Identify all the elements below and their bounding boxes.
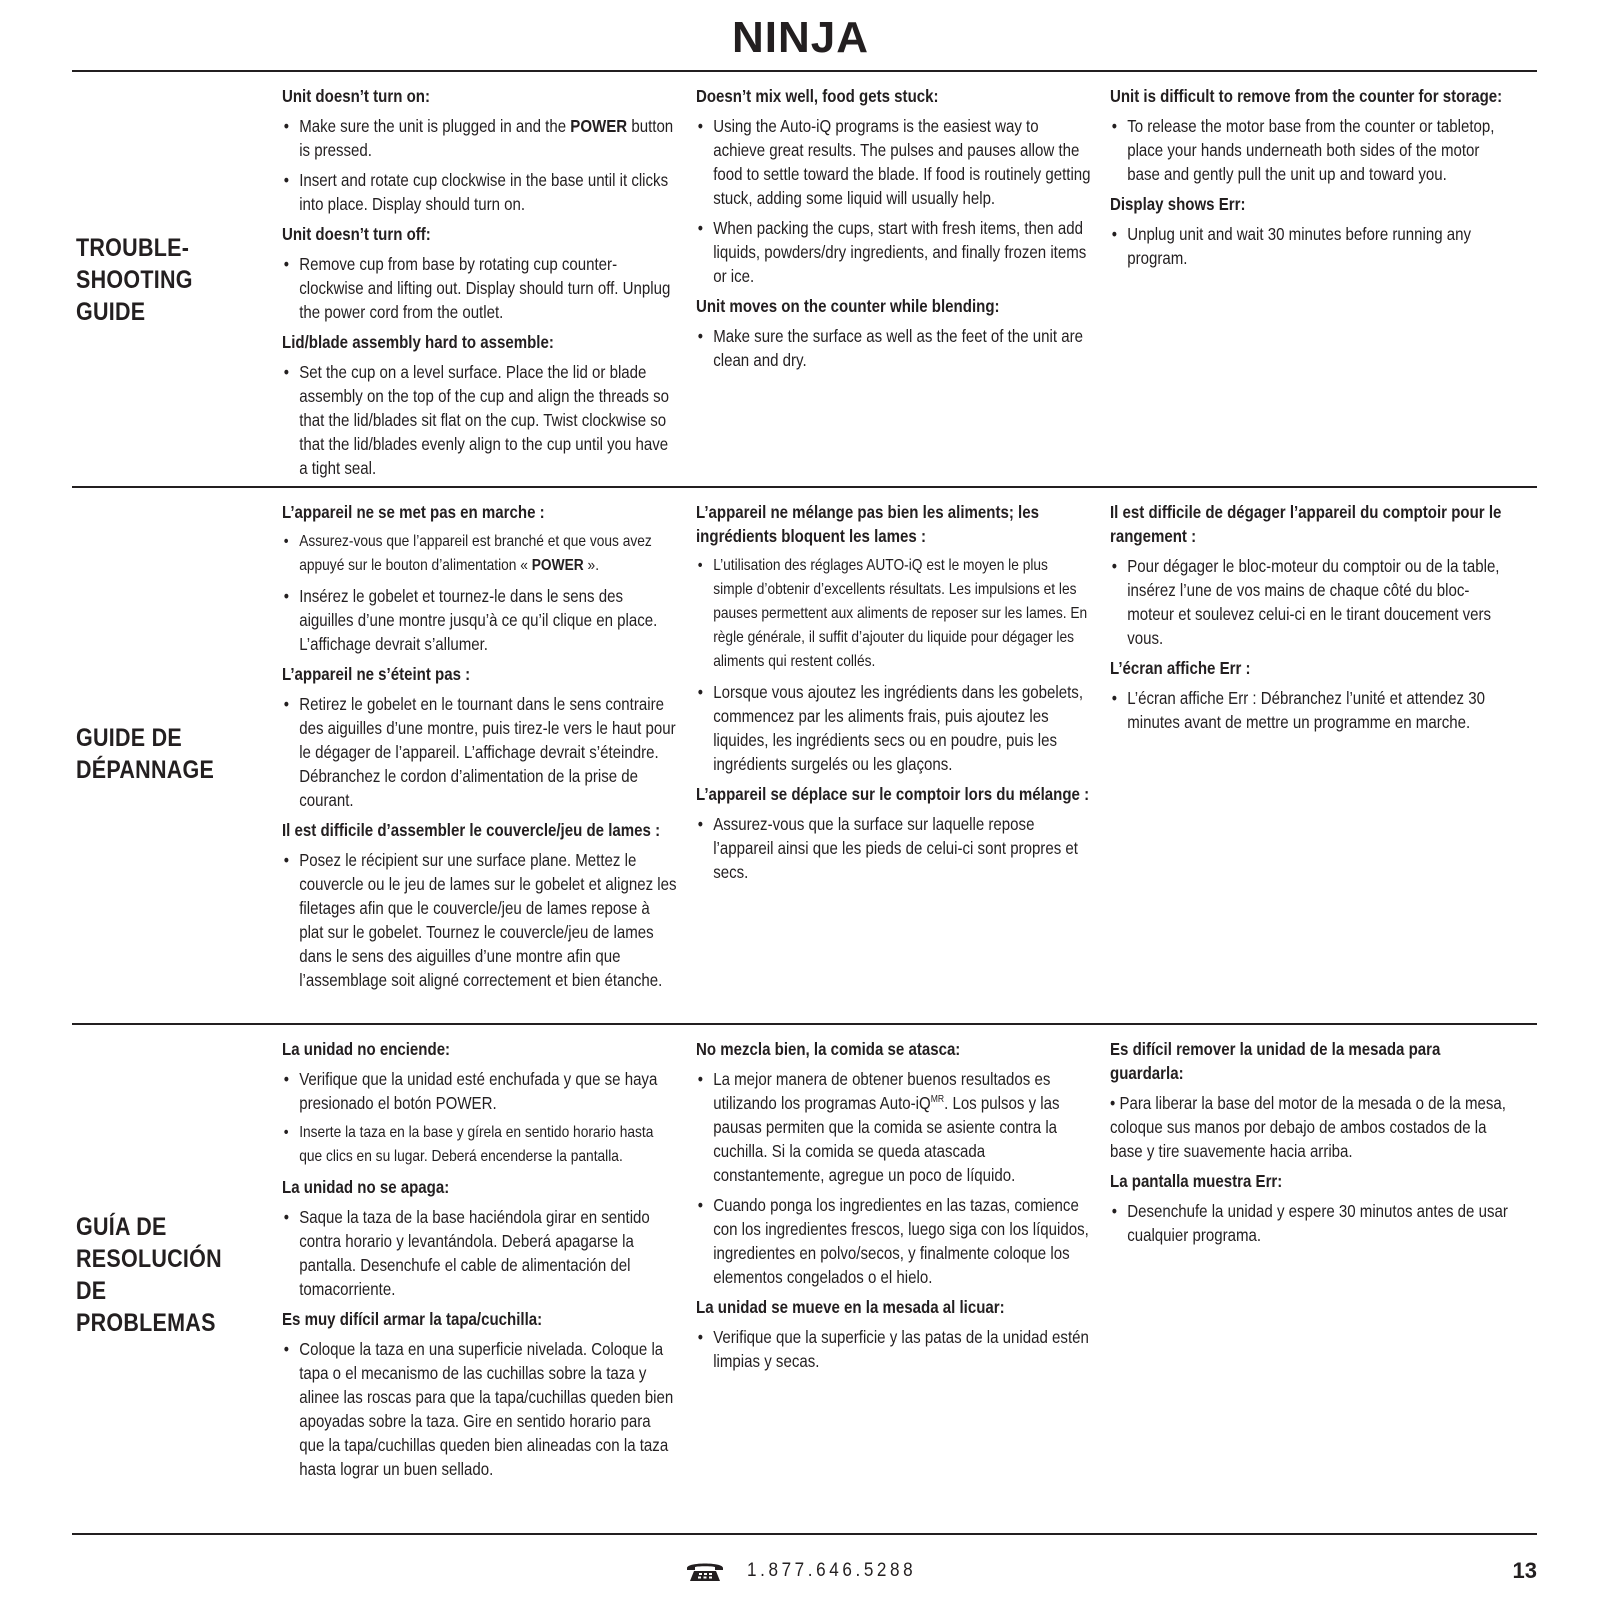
list-item: • When packing the cups, start with fresh items, then add liquids, powders/dry ingredients, and finally frozen items or ice. xyxy=(696,216,1091,288)
heading-ne-melange-pas-bien: L’appareil ne mélange pas bien les aliments; les ingrédients bloquent les lames : xyxy=(696,502,1039,546)
list-item: • Coloque la taza en una superficie nivelada. Coloque la tapa o el mecanismo de las cuchillas sobre la taza y alinee las roscas para que la tapa/cuchillas queden bien apoyadas sobre la taza. Gire en sentido horario para que la tapa/cuchillas queden bien alineadas con la taza hasta lograr un buen sellado. xyxy=(282,1337,677,1481)
heading-no-se-apaga: La unidad no se apaga: xyxy=(282,1177,450,1197)
list-item: • L’écran affiche Err : Débranchez l’unité et attendez 30 minutes avant de mettre un programme en marche. xyxy=(1110,686,1510,734)
column-3 xyxy=(1110,1037,1510,1253)
list-item: • Make sure the unit is plugged in and the POWER button is pressed. xyxy=(282,114,677,162)
list-item: • Set the cup on a level surface. Place the lid or blade assembly on the top of the cup and align the threads so that the lid/blades sit flat on the cup. Twist clockwise so that the lid/blades evenly align to the cup until you have a tight seal. xyxy=(282,360,677,480)
heading-no-mezcla-bien: No mezcla bien, la comida se atasca: xyxy=(696,1039,961,1059)
list-item: • Unplug unit and wait 30 minutes before running any program. xyxy=(1110,222,1510,270)
column-1 xyxy=(282,500,677,998)
list-item: • Using the Auto-iQ programs is the easiest way to achieve great results. The pulses and pauses allow the food to settle toward the blade. If food is routinely getting stuck, adding some liquid will usually help. xyxy=(696,114,1091,210)
list-item: • Verifique que la unidad esté enchufada y que se haya presionado el botón POWER. xyxy=(282,1067,677,1115)
phone-number: 1.877.646.5288 xyxy=(747,1560,917,1581)
heading-no-enciende: La unidad no enciende: xyxy=(282,1039,451,1059)
heading-se-deplace-sur-le-comptoir: L’appareil se déplace sur le comptoir lors du mélange : xyxy=(696,784,1090,804)
column-3 xyxy=(1110,500,1510,740)
heading-dificil-armar: Es muy difícil armar la tapa/cuchilla: xyxy=(282,1309,543,1329)
heading-ne-se-met-pas-en-marche: L’appareil ne se met pas en marche : xyxy=(282,502,545,522)
list-item: • Inserte la taza en la base y gírela en sentido horario hasta que clics en su lugar. Deberá encenderse la pantalla. xyxy=(282,1121,677,1169)
heading-display-shows-err: Display shows Err: xyxy=(1110,194,1246,214)
list-item: • Saque la taza de la base haciéndola girar en sentido contra horario y levantándola. Deberá apagarse la pantalla. Desenchufe el cable de alimentación del tomacorriente. xyxy=(282,1205,677,1301)
list-item: • Insert and rotate cup clockwise in the base until it clicks into place. Display should turn on. xyxy=(282,168,677,216)
heading-unit-doesnt-turn-on: Unit doesn’t turn on: xyxy=(282,86,430,106)
column-2 xyxy=(696,500,1091,890)
list-item: • Insérez le gobelet et tournez-le dans le sens des aiguilles d’une montre jusqu’à ce qu’il clique en place. L’affichage devrait s’allumer. xyxy=(282,584,677,656)
column-1 xyxy=(282,84,677,486)
heading-unit-moves: Unit moves on the counter while blending: xyxy=(696,296,1000,316)
heading-difficult-to-remove: Unit is difficult to remove from the counter for storage: xyxy=(1110,86,1503,106)
section-title: GUIDE DE DÉPANNAGE xyxy=(76,724,215,784)
troubleshooting-section-es xyxy=(72,1025,1537,1530)
list-item: • Posez le récipient sur une surface plane. Mettez le couvercle ou le jeu de lames sur le gobelet et alignez les filetages afin que le couvercle/jeu de lames repose à plat sur le gobelet. Tournez le couvercle/jeu de lames dans le sens des aiguilles d’une montre afin que l’assemblage soit aligné correctement et bien étanche. xyxy=(282,848,677,992)
list-item: • To release the motor base from the counter or tabletop, place your hands underneath both sides of the motor base and gently pull the unit up and toward you. xyxy=(1110,114,1510,186)
heading-ne-s-eteint-pas: L’appareil ne s’éteint pas : xyxy=(282,664,471,684)
column-1 xyxy=(282,1037,677,1487)
list-item: • Retirez le gobelet en le tournant dans le sens contraire des aiguilles d’une montre, puis tirez-le vers le haut pour le dégager de l’appareil. L’affichage devrait s’éteindre. Débranchez le cordon d’alimentation de la prise de courant. xyxy=(282,692,677,812)
heading-dificil-remover: Es difícil remover la unidad de la mesada para guardarla: xyxy=(1110,1039,1441,1083)
heading-unit-doesnt-turn-off: Unit doesn’t turn off: xyxy=(282,224,431,244)
heading-pantalla-muestra-err: La pantalla muestra Err: xyxy=(1110,1171,1283,1191)
list-item: • Remove cup from base by rotating cup counter-clockwise and lifting out. Display should turn off. Unplug the power cord from the outlet. xyxy=(282,252,677,324)
section-title: GUÍA DE RESOLUCIÓN DE PROBLEMAS xyxy=(76,1213,222,1337)
troubleshooting-section-fr xyxy=(72,488,1537,1023)
footer-divider xyxy=(72,1533,1537,1535)
heading-se-mueve-en-la-mesada: La unidad se mueve en la mesada al licuar: xyxy=(696,1297,1005,1317)
ninja-logo: NINJA xyxy=(731,13,870,62)
heading-doesnt-mix-well: Doesn’t mix well, food gets stuck: xyxy=(696,86,939,106)
list-item: • Cuando ponga los ingredientes en las tazas, comience con los ingredientes frescos, luego siga con los líquidos, ingredientes en polvo/secos, y finalmente coloque los elementos congelados o el hielo. xyxy=(696,1193,1091,1289)
list-item: • Pour dégager le bloc-moteur du comptoir ou de la table, insérez l’une de vos mains de chaque côté du bloc-moteur et soulevez celui-ci en le tirant doucement vers vous. xyxy=(1110,554,1510,650)
troubleshooting-section-en xyxy=(72,72,1537,487)
list-item: • Assurez-vous que l’appareil est branché et que vous avez appuyé sur le bouton d’alimentation « POWER ». xyxy=(282,530,677,578)
page-number: 13 xyxy=(1512,1558,1537,1583)
paragraph: • Para liberar la base del motor de la mesada o de la mesa, coloque sus manos por debajo de ambos costados de la base y tire suavemente hacia arriba. xyxy=(1110,1093,1506,1161)
column-2 xyxy=(696,1037,1091,1379)
heading-difficile-de-degager: Il est difficile de dégager l’appareil du comptoir pour le rangement : xyxy=(1110,502,1502,546)
heading-difficile-d-assembler: Il est difficile d’assembler le couvercle/jeu de lames : xyxy=(282,820,661,840)
list-item: • L’utilisation des réglages AUTO-iQ est le moyen le plus simple d’obtenir d’excellents résultats. Les impulsions et les pauses permettent aux aliments de reposer sur les lames. En règle générale, il suffit d’ajouter du liquide pour dégager les aliments qui restent collés. xyxy=(696,554,1091,674)
column-2 xyxy=(696,84,1091,378)
list-item: • Assurez-vous que la surface sur laquelle repose l’appareil ainsi que les pieds de celui-ci sont propres et secs. xyxy=(696,812,1091,884)
heading-lid-blade-assembly: Lid/blade assembly hard to assemble: xyxy=(282,332,554,352)
list-item: • Desenchufe la unidad y espere 30 minutos antes de usar cualquier programa. xyxy=(1110,1199,1510,1247)
heading-ecran-affiche-err: L’écran affiche Err : xyxy=(1110,658,1251,678)
list-item: • La mejor manera de obtener buenos resultados es utilizando los programas Auto-$iQ^{MR}$. Los pulsos y las pausas permiten que la comida se asiente contra la cuchilla. Si la comida se queda atascada constantemente, agregue un poco de líquido. xyxy=(696,1067,1091,1187)
section-title: TROUBLE- SHOOTING GUIDE xyxy=(76,234,193,326)
column-3 xyxy=(1110,84,1510,276)
telephone-icon xyxy=(685,1559,725,1583)
list-item: • Lorsque vous ajoutez les ingrédients dans les gobelets, commencez par les aliments frais, puis ajoutez les liquides, les ingrédients secs ou en poudre, puis les ingrédients surgelés ou les glaçons. xyxy=(696,680,1091,776)
list-item: • Verifique que la superficie y las patas de la unidad estén limpias y secas. xyxy=(696,1325,1091,1373)
list-item: • Make sure the surface as well as the feet of the unit are clean and dry. xyxy=(696,324,1091,372)
phone-contact xyxy=(685,1556,935,1586)
